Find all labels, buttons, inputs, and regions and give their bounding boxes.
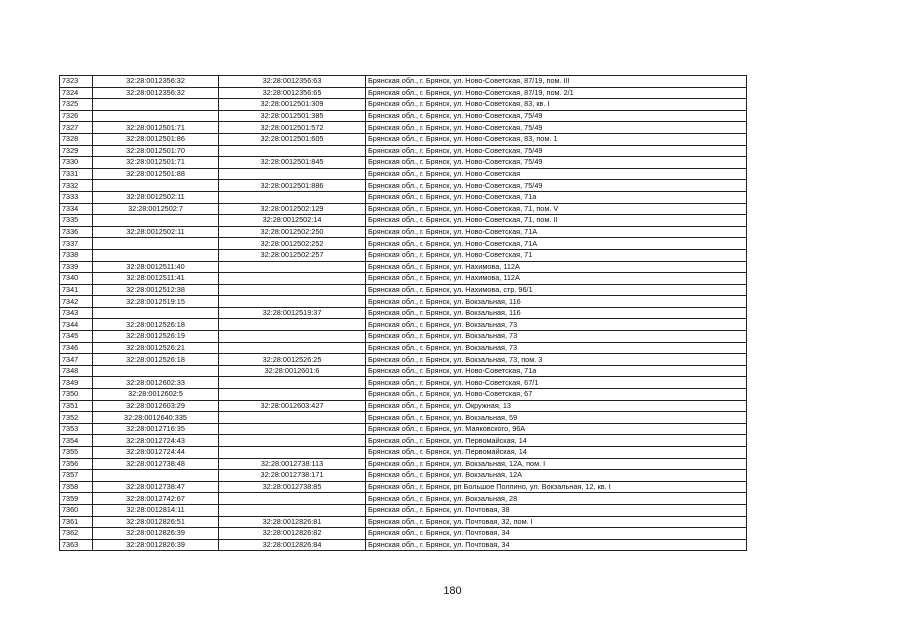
row-number-cell: 7355	[60, 447, 93, 459]
cadastral-number-cell: 32:28:0012356:32	[93, 76, 219, 88]
cadastral-number-cell	[93, 238, 219, 250]
cadastral-number-cell: 32:28:0012640:335	[93, 412, 219, 424]
object-cadastral-number-cell: 32:28:0012502:252	[219, 238, 366, 250]
object-cadastral-number-cell: 32:28:0012502:257	[219, 249, 366, 261]
table-row	[60, 377, 747, 389]
cadastral-number-cell	[93, 307, 219, 319]
table-row	[60, 504, 747, 516]
row-number-cell: 7354	[60, 435, 93, 447]
table-row	[60, 412, 747, 424]
object-cadastral-number-cell	[219, 423, 366, 435]
address-cell: Брянская обл., г. Брянск, ул. Ново-Советская, 75/49	[366, 145, 747, 157]
row-number-cell: 7332	[60, 180, 93, 192]
object-cadastral-number-cell: 32:28:0012501:605	[219, 133, 366, 145]
address-cell: Брянская обл., г. Брянск, ул. Ново-Советская, 71А	[366, 238, 747, 250]
object-cadastral-number-cell: 32:28:0012826:82	[219, 528, 366, 540]
table-row	[60, 365, 747, 377]
table-row	[60, 168, 747, 180]
row-number-cell: 7341	[60, 284, 93, 296]
address-cell: Брянская обл., г. Брянск, ул. Ново-Советская, 87/19, пом. III	[366, 76, 747, 88]
row-number-cell: 7350	[60, 389, 93, 401]
address-cell: Брянская обл., г. Брянск, ул. Ново-Советская, 87/19, пом. 2/1	[366, 87, 747, 99]
row-number-cell: 7342	[60, 296, 93, 308]
address-cell: Брянская обл., г. Брянск, ул. Почтовая, 38	[366, 504, 747, 516]
object-cadastral-number-cell	[219, 389, 366, 401]
table-row	[60, 470, 747, 482]
table-row	[60, 307, 747, 319]
object-cadastral-number-cell	[219, 331, 366, 343]
object-cadastral-number-cell: 32:28:0012738:113	[219, 458, 366, 470]
table-row	[60, 447, 747, 459]
address-cell: Брянская обл., г. Брянск, ул. Ново-Советская	[366, 168, 747, 180]
address-cell: Брянская обл., г. Брянск, ул. Ново-Советская, 83, пом. 1	[366, 133, 747, 145]
row-number-cell: 7335	[60, 215, 93, 227]
address-cell: Брянская обл., г. Брянск, ул. Вокзальная, 116	[366, 307, 747, 319]
address-cell: Брянская обл., г. Брянск, рп Большое Полпино, ул. Вокзальная, 12, кв. I	[366, 481, 747, 493]
object-cadastral-number-cell: 32:28:0012501:385	[219, 110, 366, 122]
table-row	[60, 423, 747, 435]
cadastral-number-cell: 32:28:0012742:67	[93, 493, 219, 505]
address-cell: Брянская обл., г. Брянск, ул. Первомайская, 14	[366, 447, 747, 459]
table-row	[60, 76, 747, 88]
cadastral-register-table	[59, 75, 747, 551]
address-cell: Брянская обл., г. Брянск, ул. Почтовая, 34	[366, 539, 747, 551]
table-row	[60, 539, 747, 551]
cadastral-number-cell	[93, 365, 219, 377]
table-row	[60, 481, 747, 493]
cadastral-number-cell: 32:28:0012512:38	[93, 284, 219, 296]
row-number-cell: 7348	[60, 365, 93, 377]
row-number-cell: 7353	[60, 423, 93, 435]
table-row	[60, 261, 747, 273]
address-cell: Брянская обл., г. Брянск, ул. Вокзальная, 73, пом. 3	[366, 354, 747, 366]
cadastral-number-cell: 32:28:0012826:39	[93, 528, 219, 540]
table-row	[60, 354, 747, 366]
cadastral-number-cell: 32:28:0012501:71	[93, 157, 219, 169]
address-cell: Брянская обл., г. Брянск, ул. Ново-Советская, 75/49	[366, 110, 747, 122]
cadastral-number-cell: 32:28:0012511:40	[93, 261, 219, 273]
object-cadastral-number-cell	[219, 377, 366, 389]
page-number: 180	[443, 585, 462, 597]
table-row	[60, 203, 747, 215]
object-cadastral-number-cell: 32:28:0012738:85	[219, 481, 366, 493]
address-cell: Брянская обл., г. Брянск, ул. Ново-Советская, 71а	[366, 365, 747, 377]
row-number-cell: 7323	[60, 76, 93, 88]
address-cell: Брянская обл., г. Брянск, ул. Вокзальная, 73	[366, 319, 747, 331]
cadastral-number-cell	[93, 99, 219, 111]
address-cell: Брянская обл., г. Брянск, ул. Ново-Советская, 75/49	[366, 157, 747, 169]
address-cell: Брянская обл., г. Брянск, ул. Нахимова, 112А	[366, 273, 747, 285]
object-cadastral-number-cell: 32:28:0012826:84	[219, 539, 366, 551]
table-row	[60, 133, 747, 145]
object-cadastral-number-cell	[219, 493, 366, 505]
cadastral-number-cell: 32:28:0012603:29	[93, 400, 219, 412]
table-row	[60, 331, 747, 343]
row-number-cell: 7361	[60, 516, 93, 528]
address-cell: Брянская обл., г. Брянск, ул. Вокзальная, 12А	[366, 470, 747, 482]
address-cell: Брянская обл., г. Брянск, ул. Вокзальная, 116	[366, 296, 747, 308]
address-cell: Брянская обл., г. Брянск, ул. Маяковского, 96А	[366, 423, 747, 435]
address-cell: Брянская обл., г. Брянск, ул. Нахимова, 112А	[366, 261, 747, 273]
address-cell: Брянская обл., г. Брянск, ул. Ново-Советская, 71А	[366, 226, 747, 238]
cadastral-number-cell: 32:28:0012501:71	[93, 122, 219, 134]
address-cell: Брянская обл., г. Брянск, ул. Вокзальная, 73	[366, 342, 747, 354]
cadastral-number-cell	[93, 180, 219, 192]
table-row	[60, 157, 747, 169]
cadastral-number-cell: 32:28:0012826:39	[93, 539, 219, 551]
row-number-cell: 7338	[60, 249, 93, 261]
cadastral-number-cell: 32:28:0012526:18	[93, 319, 219, 331]
table-row	[60, 493, 747, 505]
table-row	[60, 122, 747, 134]
address-cell: Брянская обл., г. Брянск, ул. Почтовая, 34	[366, 528, 747, 540]
object-cadastral-number-cell	[219, 342, 366, 354]
object-cadastral-number-cell: 32:28:0012501:845	[219, 157, 366, 169]
address-cell: Брянская обл., г. Брянск, ул. Окружная, 13	[366, 400, 747, 412]
address-cell: Брянская обл., г. Брянск, ул. Первомайская, 14	[366, 435, 747, 447]
table-body	[60, 76, 747, 551]
address-cell: Брянская обл., г. Брянск, ул. Вокзальная, 12А, пом. I	[366, 458, 747, 470]
row-number-cell: 7337	[60, 238, 93, 250]
object-cadastral-number-cell: 32:28:0012502:14	[219, 215, 366, 227]
cadastral-number-cell: 32:28:0012526:21	[93, 342, 219, 354]
cadastral-number-cell: 32:28:0012724:43	[93, 435, 219, 447]
cadastral-number-cell: 32:28:0012602:33	[93, 377, 219, 389]
row-number-cell: 7324	[60, 87, 93, 99]
row-number-cell: 7340	[60, 273, 93, 285]
table-row	[60, 284, 747, 296]
table-row	[60, 238, 747, 250]
row-number-cell: 7346	[60, 342, 93, 354]
address-cell: Брянская обл., г. Брянск, ул. Ново-Советская, 83, кв. I	[366, 99, 747, 111]
row-number-cell: 7359	[60, 493, 93, 505]
row-number-cell: 7334	[60, 203, 93, 215]
address-cell: Брянская обл., г. Брянск, ул. Вокзальная, 73	[366, 331, 747, 343]
object-cadastral-number-cell: 32:28:0012826:81	[219, 516, 366, 528]
row-number-cell: 7349	[60, 377, 93, 389]
row-number-cell: 7352	[60, 412, 93, 424]
table-row	[60, 435, 747, 447]
row-number-cell: 7325	[60, 99, 93, 111]
table-row	[60, 249, 747, 261]
table-row	[60, 215, 747, 227]
table-row	[60, 180, 747, 192]
row-number-cell: 7327	[60, 122, 93, 134]
object-cadastral-number-cell	[219, 261, 366, 273]
table-row	[60, 145, 747, 157]
cadastral-number-cell	[93, 110, 219, 122]
object-cadastral-number-cell: 32:28:0012603:427	[219, 400, 366, 412]
object-cadastral-number-cell: 32:28:0012356:65	[219, 87, 366, 99]
row-number-cell: 7330	[60, 157, 93, 169]
object-cadastral-number-cell: 32:28:0012502:129	[219, 203, 366, 215]
cadastral-number-cell: 32:28:0012602:5	[93, 389, 219, 401]
table-row	[60, 342, 747, 354]
object-cadastral-number-cell	[219, 412, 366, 424]
object-cadastral-number-cell: 32:28:0012501:309	[219, 99, 366, 111]
address-cell: Брянская обл., г. Брянск, ул. Ново-Советская, 75/49	[366, 122, 747, 134]
object-cadastral-number-cell: 32:28:0012519:37	[219, 307, 366, 319]
cadastral-number-cell: 32:28:0012356:32	[93, 87, 219, 99]
row-number-cell: 7347	[60, 354, 93, 366]
cadastral-number-cell: 32:28:0012519:15	[93, 296, 219, 308]
row-number-cell: 7363	[60, 539, 93, 551]
cadastral-number-cell: 32:28:0012724:44	[93, 447, 219, 459]
address-cell: Брянская обл., г. Брянск, ул. Ново-Советская, 75/49	[366, 180, 747, 192]
address-cell: Брянская обл., г. Брянск, ул. Ново-Советская, 67	[366, 389, 747, 401]
object-cadastral-number-cell	[219, 435, 366, 447]
row-number-cell: 7345	[60, 331, 93, 343]
row-number-cell: 7351	[60, 400, 93, 412]
table-row	[60, 191, 747, 203]
object-cadastral-number-cell	[219, 296, 366, 308]
table-row	[60, 273, 747, 285]
object-cadastral-number-cell	[219, 284, 366, 296]
table-row	[60, 528, 747, 540]
row-number-cell: 7329	[60, 145, 93, 157]
cadastral-number-cell: 32:28:0012511:41	[93, 273, 219, 285]
table-row	[60, 226, 747, 238]
cadastral-number-cell: 32:28:0012526:18	[93, 354, 219, 366]
row-number-cell: 7328	[60, 133, 93, 145]
cadastral-number-cell: 32:28:0012738:47	[93, 481, 219, 493]
row-number-cell: 7358	[60, 481, 93, 493]
object-cadastral-number-cell	[219, 447, 366, 459]
object-cadastral-number-cell	[219, 168, 366, 180]
row-number-cell: 7339	[60, 261, 93, 273]
address-cell: Брянская обл., г. Брянск, ул. Ново-Советская, 71, пом. II	[366, 215, 747, 227]
cadastral-number-cell: 32:28:0012501:86	[93, 133, 219, 145]
address-cell: Брянская обл., г. Брянск, ул. Ново-Советская, 71а	[366, 191, 747, 203]
row-number-cell: 7343	[60, 307, 93, 319]
cadastral-number-cell: 32:28:0012502:11	[93, 191, 219, 203]
table-row	[60, 400, 747, 412]
object-cadastral-number-cell: 32:28:0012502:250	[219, 226, 366, 238]
cadastral-number-cell: 32:28:0012502:11	[93, 226, 219, 238]
cadastral-number-cell	[93, 249, 219, 261]
table-row	[60, 319, 747, 331]
address-cell: Брянская обл., г. Брянск, ул. Почтовая, 32, пом. I	[366, 516, 747, 528]
cadastral-number-cell: 32:28:0012814:11	[93, 504, 219, 516]
cadastral-number-cell: 32:28:0012738:48	[93, 458, 219, 470]
object-cadastral-number-cell	[219, 273, 366, 285]
table-row	[60, 87, 747, 99]
address-cell: Брянская обл., г. Брянск, ул. Ново-Советская, 71, пом. V	[366, 203, 747, 215]
cadastral-number-cell: 32:28:0012826:51	[93, 516, 219, 528]
row-number-cell: 7333	[60, 191, 93, 203]
address-cell: Брянская обл., г. Брянск, ул. Ново-Советская, 71	[366, 249, 747, 261]
cadastral-number-cell: 32:28:0012526:19	[93, 331, 219, 343]
table-row	[60, 99, 747, 111]
row-number-cell: 7357	[60, 470, 93, 482]
object-cadastral-number-cell	[219, 145, 366, 157]
cadastral-number-cell: 32:28:0012501:70	[93, 145, 219, 157]
object-cadastral-number-cell	[219, 504, 366, 516]
table-row	[60, 110, 747, 122]
cadastral-number-cell: 32:28:0012716:35	[93, 423, 219, 435]
address-cell: Брянская обл., г. Брянск, ул. Нахимова, стр. 96/1	[366, 284, 747, 296]
table-row	[60, 296, 747, 308]
cadastral-number-cell: 32:28:0012501:88	[93, 168, 219, 180]
object-cadastral-number-cell: 32:28:0012501:886	[219, 180, 366, 192]
cadastral-number-cell: 32:28:0012502:7	[93, 203, 219, 215]
table-row	[60, 389, 747, 401]
object-cadastral-number-cell	[219, 319, 366, 331]
object-cadastral-number-cell: 32:28:0012601:6	[219, 365, 366, 377]
object-cadastral-number-cell: 32:28:0012738:171	[219, 470, 366, 482]
cadastral-number-cell	[93, 470, 219, 482]
address-cell: Брянская обл., г. Брянск, ул. Вокзальная, 59	[366, 412, 747, 424]
object-cadastral-number-cell	[219, 191, 366, 203]
row-number-cell: 7360	[60, 504, 93, 516]
table-row	[60, 516, 747, 528]
row-number-cell: 7331	[60, 168, 93, 180]
row-number-cell: 7336	[60, 226, 93, 238]
table-row	[60, 458, 747, 470]
address-cell: Брянская обл., г. Брянск, ул. Ново-Советская, 67/1	[366, 377, 747, 389]
object-cadastral-number-cell: 32:28:0012526:25	[219, 354, 366, 366]
row-number-cell: 7344	[60, 319, 93, 331]
address-cell: Брянская обл., г. Брянск, ул. Вокзальная, 28	[366, 493, 747, 505]
row-number-cell: 7362	[60, 528, 93, 540]
object-cadastral-number-cell: 32:28:0012501:572	[219, 122, 366, 134]
cadastral-number-cell	[93, 215, 219, 227]
object-cadastral-number-cell: 32:28:0012356:63	[219, 76, 366, 88]
row-number-cell: 7326	[60, 110, 93, 122]
row-number-cell: 7356	[60, 458, 93, 470]
